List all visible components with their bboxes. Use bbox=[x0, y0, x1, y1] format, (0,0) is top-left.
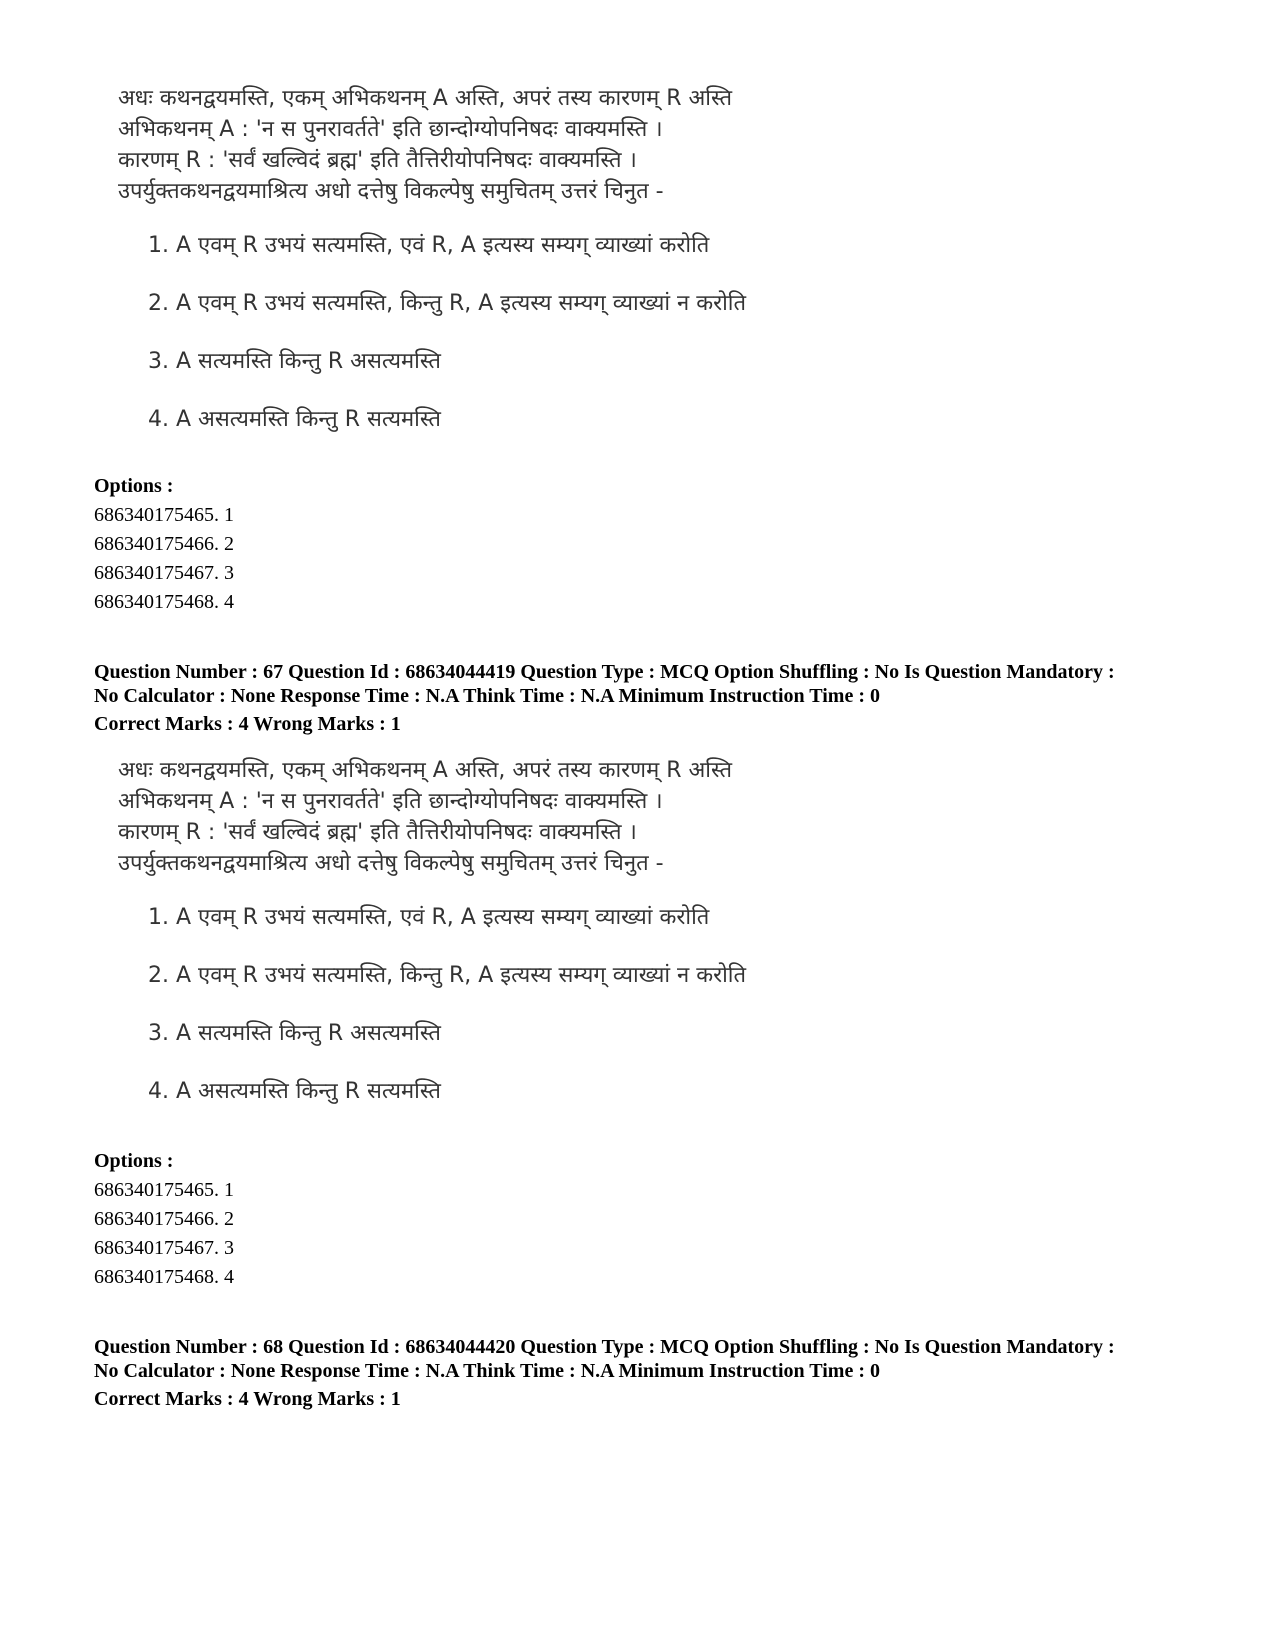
choice-item: 2. A एवम् R उभयं सत्यमस्ति, किन्तु R, A इत्यस्य सम्यग् व्याख्यां न करोति bbox=[148, 963, 747, 988]
stem-line: उपर्युक्तकथनद्वयमाश्रित्य अधो दत्तेषु विकल्पेषु समुचितम् उत्तरं चिनुत - bbox=[118, 851, 664, 876]
question-image-67 bbox=[118, 755, 838, 1133]
meta-line: No Calculator : None Response Time : N.A Think Time : N.A Minimum Instruction Time : 0 bbox=[94, 685, 880, 707]
stem-line: अधः कथनद्वयमस्ति, एकम् अभिकथनम् A अस्ति, अपरं तस्य कारणम् R अस्ति bbox=[118, 86, 733, 111]
option-row: 686340175468. 4 bbox=[94, 591, 234, 613]
stem-line: उपर्युक्तकथनद्वयमाश्रित्य अधो दत्तेषु विकल्पेषु समुचितम् उत्तरं चिनुत - bbox=[118, 179, 664, 204]
choice-list bbox=[118, 901, 838, 1133]
choice-item: 4. A असत्यमस्ति किन्तु R सत्यमस्ति bbox=[148, 407, 441, 432]
stem-line: कारणम् R : 'सर्वं खल्विदं ब्रह्म' इति तैत्तिरीयोपनिषदः वाक्यमस्ति । bbox=[118, 820, 637, 845]
stem-line: अभिकथनम् A : 'न स पुनरावर्तते' इति छान्दोग्योपनिषदः वाक्यमस्ति । bbox=[118, 117, 663, 142]
choice-item: 1. A एवम् R उभयं सत्यमस्ति, एवं R, A इत्यस्य सम्यग् व्याख्यां करोति bbox=[148, 905, 710, 930]
option-row: 686340175466. 2 bbox=[94, 1208, 234, 1230]
option-row: 686340175467. 3 bbox=[94, 562, 234, 584]
option-row: 686340175465. 1 bbox=[94, 1179, 234, 1201]
choice-item: 3. A सत्यमस्ति किन्तु R असत्यमस्ति bbox=[148, 349, 441, 374]
meta-line: Question Number : 68 Question Id : 68634044420 Question Type : MCQ Option Shuffling : No Is Question Mandatory : bbox=[94, 1336, 1115, 1358]
stem-line: अधः कथनद्वयमस्ति, एकम् अभिकथनम् A अस्ति, अपरं तस्य कारणम् R अस्ति bbox=[118, 758, 733, 783]
choice-list bbox=[118, 229, 838, 461]
marks-line: Correct Marks : 4 Wrong Marks : 1 bbox=[94, 1388, 401, 1410]
options-header: Options : bbox=[94, 1150, 174, 1172]
question-image-66 bbox=[118, 83, 838, 461]
options-header: Options : bbox=[94, 475, 174, 497]
option-row: 686340175465. 1 bbox=[94, 504, 234, 526]
marks-line: Correct Marks : 4 Wrong Marks : 1 bbox=[94, 713, 401, 735]
meta-line: Question Number : 67 Question Id : 68634044419 Question Type : MCQ Option Shuffling : No Is Question Mandatory : bbox=[94, 661, 1115, 683]
choice-item: 4. A असत्यमस्ति किन्तु R सत्यमस्ति bbox=[148, 1079, 441, 1104]
choice-item: 2. A एवम् R उभयं सत्यमस्ति, किन्तु R, A इत्यस्य सम्यग् व्याख्यां न करोति bbox=[148, 291, 747, 316]
option-row: 686340175468. 4 bbox=[94, 1266, 234, 1288]
choice-item: 1. A एवम् R उभयं सत्यमस्ति, एवं R, A इत्यस्य सम्यग् व्याख्यां करोति bbox=[148, 233, 710, 258]
stem-line: अभिकथनम् A : 'न स पुनरावर्तते' इति छान्दोग्योपनिषदः वाक्यमस्ति । bbox=[118, 789, 663, 814]
question-meta-67 bbox=[94, 660, 1214, 736]
meta-line: No Calculator : None Response Time : N.A Think Time : N.A Minimum Instruction Time : 0 bbox=[94, 1360, 880, 1382]
options-list-67 bbox=[94, 1147, 234, 1292]
stem-line: कारणम् R : 'सर्वं खल्विदं ब्रह्म' इति तैत्तिरीयोपनिषदः वाक्यमस्ति । bbox=[118, 148, 637, 173]
choice-item: 3. A सत्यमस्ति किन्तु R असत्यमस्ति bbox=[148, 1021, 441, 1046]
options-list-66 bbox=[94, 472, 234, 617]
option-row: 686340175466. 2 bbox=[94, 533, 234, 555]
question-meta-68 bbox=[94, 1335, 1214, 1411]
option-row: 686340175467. 3 bbox=[94, 1237, 234, 1259]
